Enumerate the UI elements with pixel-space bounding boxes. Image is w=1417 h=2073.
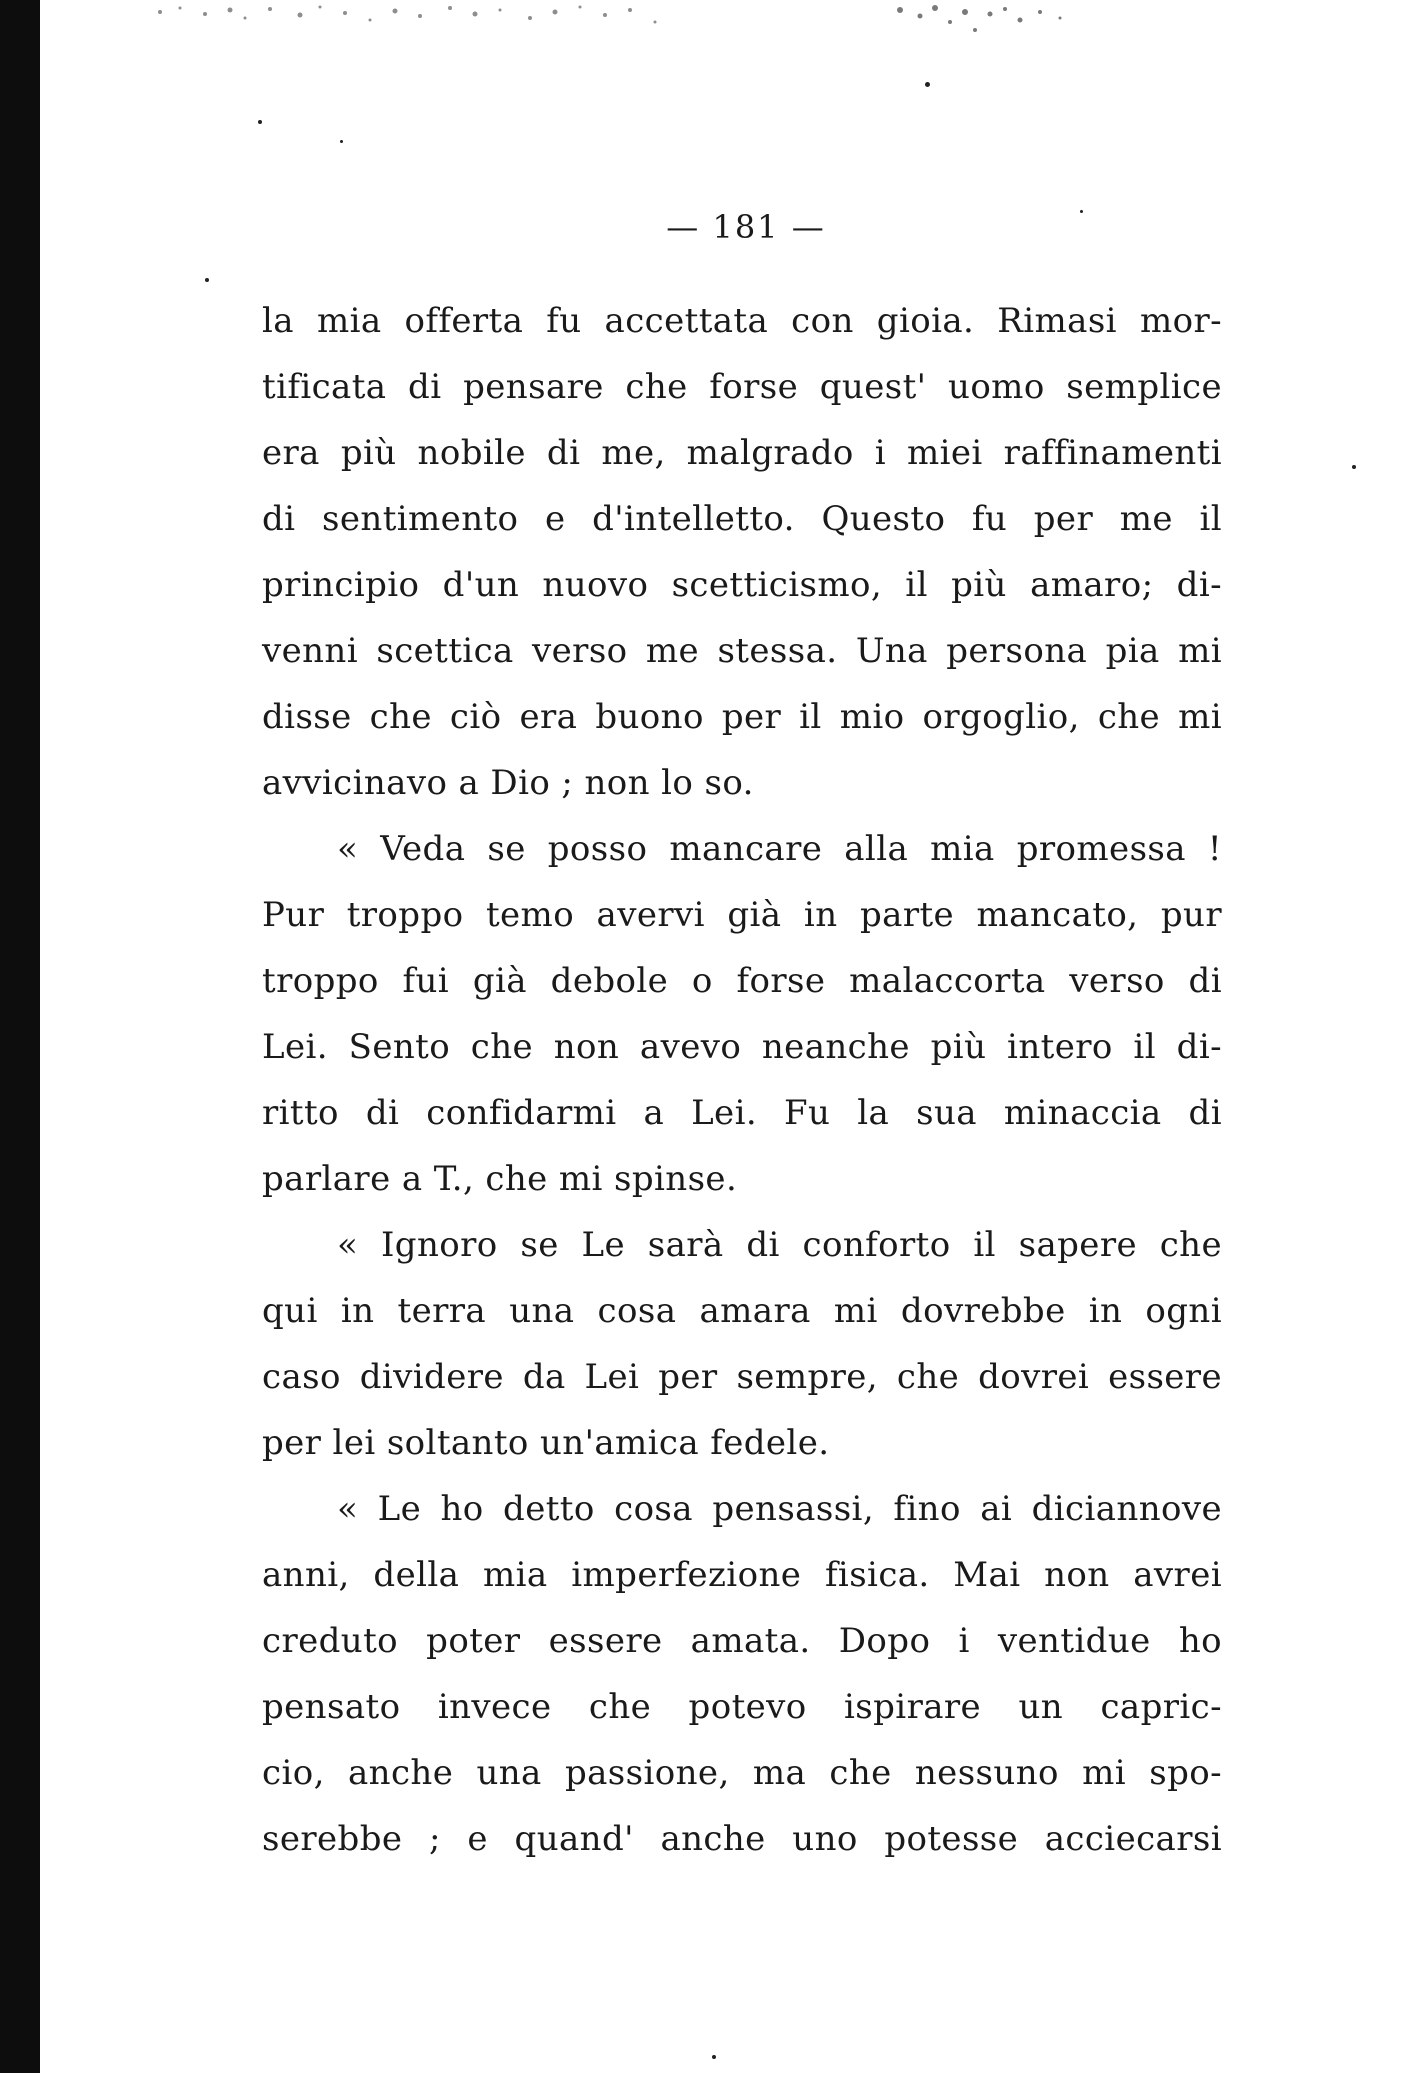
paragraph bbox=[262, 1212, 1222, 1476]
text-line: parlare a T., che mi spinse. bbox=[262, 1159, 738, 1199]
scan-speck bbox=[205, 278, 209, 282]
scan-noise-top-right bbox=[880, 0, 1080, 45]
text-line: creduto poter essere amata. Dopo i ventidue ho bbox=[262, 1621, 1222, 1661]
page-binding-edge bbox=[0, 0, 40, 2073]
paragraph bbox=[262, 288, 1222, 816]
text-line: principio d'un nuovo scetticismo, il più amaro; di- bbox=[262, 565, 1222, 605]
text-line: troppo fui già debole o forse malaccorta verso di bbox=[262, 961, 1222, 1001]
text-line: disse che ciò era buono per il mio orgoglio, che mi bbox=[262, 697, 1222, 737]
text-line: « Le ho detto cosa pensassi, fino ai diciannove bbox=[337, 1489, 1222, 1529]
text-line: la mia offerta fu accettata con gioia. Rimasi mor- bbox=[262, 301, 1222, 341]
page-number: — 181 — bbox=[666, 208, 826, 246]
scan-speck bbox=[258, 120, 262, 124]
text-line: « Ignoro se Le sarà di conforto il sapere che bbox=[337, 1225, 1222, 1265]
paragraph bbox=[262, 816, 1222, 1212]
text-line: qui in terra una cosa amara mi dovrebbe in ogni bbox=[262, 1291, 1222, 1331]
text-line: di sentimento e d'intelletto. Questo fu per me il bbox=[262, 499, 1222, 539]
text-line: era più nobile di me, malgrado i miei raffinamenti bbox=[262, 433, 1222, 473]
text-line: « Veda se posso mancare alla mia promessa ! bbox=[337, 829, 1222, 869]
text-line: per lei soltanto un'amica fedele. bbox=[262, 1423, 830, 1463]
text-line: tificata di pensare che forse quest' uomo semplice bbox=[262, 367, 1222, 407]
text-line: venni scettica verso me stessa. Una persona pia mi bbox=[262, 631, 1222, 671]
text-line: Pur troppo temo avervi già in parte mancato, pur bbox=[262, 895, 1222, 935]
scan-speck bbox=[340, 140, 343, 143]
text-line: Lei. Sento che non avevo neanche più intero il di- bbox=[262, 1027, 1222, 1067]
text-line: ritto di confidarmi a Lei. Fu la sua minaccia di bbox=[262, 1093, 1222, 1133]
scan-speck bbox=[712, 2055, 716, 2059]
scan-speck bbox=[1352, 465, 1356, 469]
paragraph bbox=[262, 1476, 1222, 1872]
text-line: serebbe ; e quand' anche uno potesse acciecarsi bbox=[262, 1819, 1222, 1859]
text-line: caso dividere da Lei per sempre, che dovrei essere bbox=[262, 1357, 1222, 1397]
text-line: pensato invece che potevo ispirare un capric- bbox=[262, 1687, 1222, 1727]
text-line: avvicinavo a Dio ; non lo so. bbox=[262, 763, 754, 803]
scan-speck bbox=[925, 82, 930, 87]
text-line: anni, della mia imperfezione fisica. Mai non avrei bbox=[262, 1555, 1222, 1595]
text-line: cio, anche una passione, ma che nessuno mi spo- bbox=[262, 1753, 1222, 1793]
scan-noise-top-left bbox=[150, 0, 670, 40]
page-text bbox=[262, 288, 1222, 1872]
